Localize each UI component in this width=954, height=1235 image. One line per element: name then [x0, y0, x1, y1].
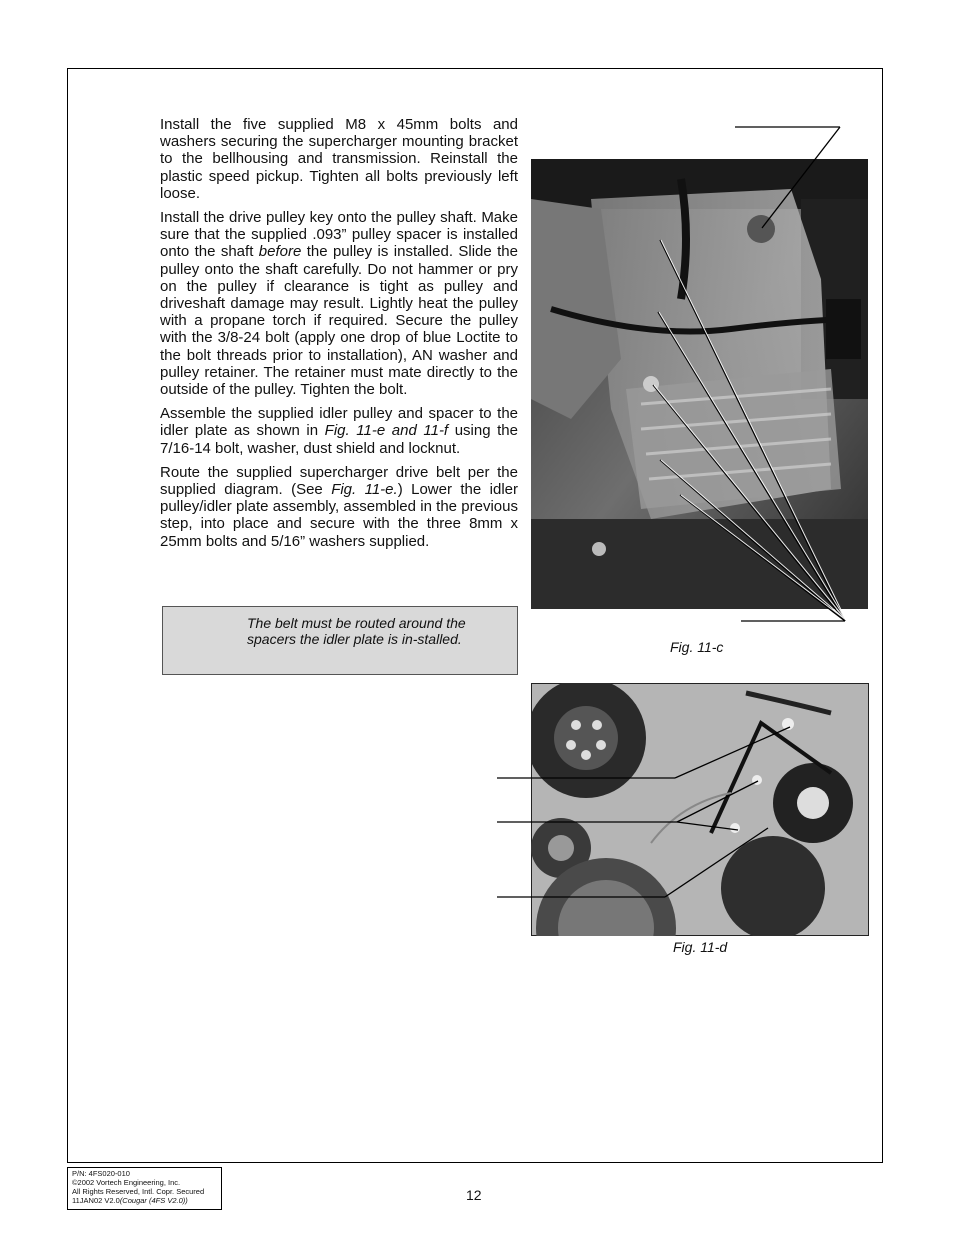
figure-11c-photo: [531, 159, 868, 609]
instruction-text: [160, 116, 518, 557]
footer-rights: All Rights Reserved, Intl. Copr. Secured: [72, 1187, 205, 1196]
paragraph-idler-figref: Fig. 11-e and 11-f: [324, 422, 449, 440]
paragraph-pulley-text-b: the pulley is installed. Slide the pulley onto the shaft carefully. Do not hammer or pry on the pulley if clearance is tight as pulley and driveshaft damage may result. Lightly heat the pulley with a propane torch if required. Secure the pulley with the 3/8-24 bolt (apply one drop of blue Loctite to the bolt threads prior to installation), AN washer and pulley retainer. The retainer must mate directly to the outside of the pulley. Tighten the bolt.: [160, 243, 518, 399]
footer-part-number: P/N: 4FS020-010: [72, 1169, 130, 1178]
paragraph-belt-text-b: ) Lower the idler pulley/idler plate assembly, assembled in the previous step, into place and secure with the three 8mm x 25mm bolts and 5/16” washers supplied.: [160, 481, 518, 550]
paragraph-pulley: [160, 209, 518, 398]
paragraph-pulley-text-a: Install the drive pulley key onto the pulley shaft. Make sure that the supplied .093” pulley spacer is installed onto the shaft: [160, 209, 518, 261]
figure-11d-photo: [531, 683, 869, 936]
note-text: The belt must be routed around the spacers the idler plate is in-stalled.: [247, 615, 466, 647]
footer-version-date: 11JAN02 V2.0: [72, 1196, 120, 1205]
paragraph-idler: [160, 405, 518, 457]
note-box: [162, 606, 518, 675]
paragraph-idler-text-b: using the 7/16-14 bolt, washer, dust shield and locknut.: [160, 422, 518, 457]
page-number: 12: [466, 1187, 482, 1203]
footer-copyright: ©2002 Vortech Engineering, Inc.: [72, 1178, 181, 1187]
footer-info-box: [67, 1167, 222, 1210]
footer-version: [72, 1196, 217, 1205]
footer-version-model: (Cougar (4FS V2.0)): [119, 1196, 188, 1205]
paragraph-belt-figref: Fig. 11-e.: [331, 481, 398, 499]
paragraph-idler-text-a: Assemble the supplied idler pulley and spacer to the idler plate as shown in: [160, 405, 518, 440]
paragraph-bolts: [160, 116, 518, 202]
figure-11c-caption: Fig. 11-c: [670, 639, 724, 655]
paragraph-pulley-emphasis: before: [258, 243, 302, 261]
paragraph-bolts-text: Install the five supplied M8 x 45mm bolts and washers securing the supercharger mounting bracket to the bellhousing and transmission. Reinstall the plastic speed pickup. Tighten all bolts previously left loose.: [160, 116, 518, 202]
paragraph-belt: [160, 464, 518, 550]
figure-11d-caption: Fig. 11-d: [673, 939, 728, 955]
paragraph-belt-text-a: Route the supplied supercharger drive belt per the supplied diagram. (See: [160, 463, 518, 499]
